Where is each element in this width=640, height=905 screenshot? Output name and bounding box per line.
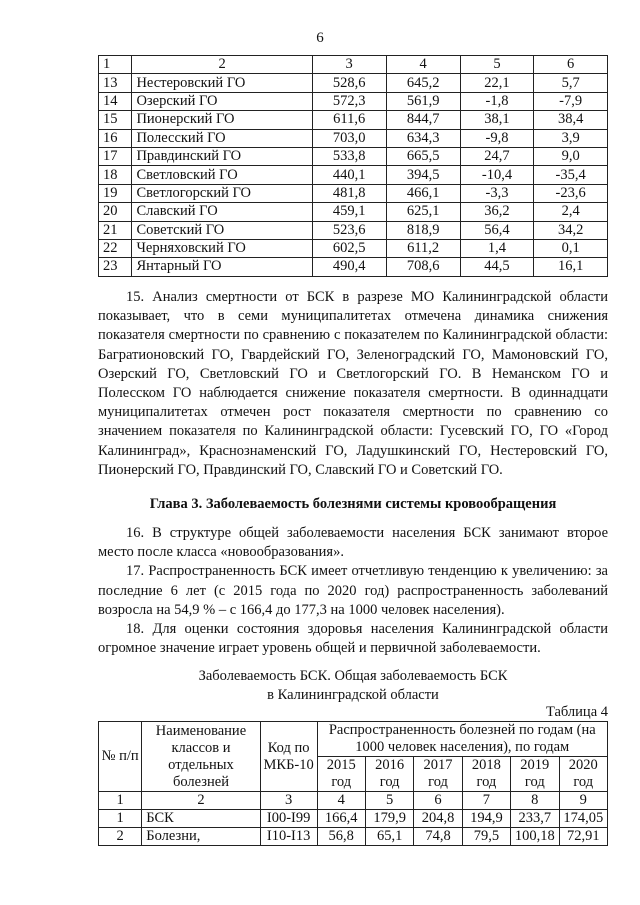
- table-header-row: [99, 56, 608, 74]
- value-cell: -1,8: [460, 92, 534, 110]
- paragraph-15-text: 15. Анализ смертности от БСК в разрезе МО Калининградской области показывает, что в семи муниципалитетах отмечена динамика снижения показателя смертности по сравнению с показателем по Калининградской области: Багратионовский ГО, Гвардейский ГО, Зеленоградский ГО, Мамоновский ГО, Озерский ГО, Светловский ГО и Светлогорский ГО. В Неманском ГО и Полесском ГО наблюдается снижение показателя смертности. В одиннадцати муниципалитетах отмечен рост показателя смертности по сравнению со значением показателя по Калининградской области: Гусевский ГО, ГО «Город Калининград», Краснознаменский ГО, Ладушкинский ГО, Нестеровский ГО, Пионерский ГО, Правдинский ГО, Славский ГО и Советский ГО.: [98, 289, 608, 478]
- value-cell: 561,9: [386, 92, 460, 110]
- morbidity-table: [98, 721, 608, 846]
- value-cell: -23,6: [534, 184, 608, 202]
- value-cell: 179,9: [365, 810, 413, 828]
- value-cell: 703,0: [312, 129, 386, 147]
- header-cell: 3: [312, 56, 386, 74]
- value-cell: 174,05: [559, 810, 608, 828]
- disease-name: Болезни,: [142, 828, 260, 846]
- value-cell: 1,4: [460, 239, 534, 257]
- column-number: 3: [260, 792, 317, 810]
- header-name: Наименование классов и отдельных болезней: [142, 722, 260, 792]
- row-number: 18: [99, 166, 132, 184]
- value-cell: 74,8: [414, 828, 462, 846]
- value-cell: 645,2: [386, 74, 460, 92]
- value-cell: 22,1: [460, 74, 534, 92]
- value-cell: 100,18: [511, 828, 559, 846]
- row-number: 23: [99, 258, 132, 276]
- value-cell: 16,1: [534, 258, 608, 276]
- value-cell: 611,2: [386, 239, 460, 257]
- table-row: [99, 92, 608, 110]
- column-number: 2: [142, 792, 260, 810]
- table-row: [99, 184, 608, 202]
- column-number: 1: [99, 792, 142, 810]
- value-cell: -9,8: [460, 129, 534, 147]
- value-cell: -10,4: [460, 166, 534, 184]
- value-cell: 440,1: [312, 166, 386, 184]
- header-code: Код по МКБ-10: [260, 722, 317, 792]
- municipality-name: Правдинский ГО: [132, 147, 312, 165]
- value-cell: 818,9: [386, 221, 460, 239]
- value-cell: 194,9: [462, 810, 510, 828]
- value-cell: 34,2: [534, 221, 608, 239]
- value-cell: 2,4: [534, 203, 608, 221]
- table-label: Таблица 4: [545, 704, 608, 720]
- row-number: 21: [99, 221, 132, 239]
- value-cell: -3,3: [460, 184, 534, 202]
- column-number: 5: [365, 792, 413, 810]
- value-cell: 528,6: [312, 74, 386, 92]
- value-cell: 708,6: [386, 258, 460, 276]
- value-cell: 481,8: [312, 184, 386, 202]
- header-cell: 2: [132, 56, 312, 74]
- row-number: 17: [99, 147, 132, 165]
- value-cell: 665,5: [386, 147, 460, 165]
- value-cell: 459,1: [312, 203, 386, 221]
- year-header: 2017 год: [414, 757, 462, 792]
- value-cell: -35,4: [534, 166, 608, 184]
- municipality-name: Светловский ГО: [132, 166, 312, 184]
- value-cell: 533,8: [312, 147, 386, 165]
- value-cell: 65,1: [365, 828, 413, 846]
- table-row: [99, 828, 608, 846]
- value-cell: 56,4: [460, 221, 534, 239]
- value-cell: 36,2: [460, 203, 534, 221]
- value-cell: 394,5: [386, 166, 460, 184]
- paragraph-15: [98, 288, 608, 480]
- caption-line-2: в Калининградской области: [267, 687, 439, 703]
- column-number: 4: [317, 792, 365, 810]
- table-row: [99, 810, 608, 828]
- row-number: 22: [99, 239, 132, 257]
- column-number: 7: [462, 792, 510, 810]
- row-number: 13: [99, 74, 132, 92]
- header-cell: 6: [534, 56, 608, 74]
- caption-line-1: Заболеваемость БСК. Общая заболеваемость БСК: [198, 668, 508, 684]
- value-cell: 611,6: [312, 111, 386, 129]
- value-cell: 204,8: [414, 810, 462, 828]
- value-cell: 233,7: [511, 810, 559, 828]
- value-cell: 466,1: [386, 184, 460, 202]
- header-cell: 1: [99, 56, 132, 74]
- column-number: 8: [511, 792, 559, 810]
- table-row: [99, 203, 608, 221]
- value-cell: 572,3: [312, 92, 386, 110]
- year-header: 2019 год: [511, 757, 559, 792]
- disease-name: БСК: [142, 810, 260, 828]
- year-header: 2015 год: [317, 757, 365, 792]
- value-cell: 2: [99, 828, 142, 846]
- value-cell: 634,3: [386, 129, 460, 147]
- table-row: [99, 239, 608, 257]
- value-cell: 166,4: [317, 810, 365, 828]
- paragraph-17: 17. Распространенность БСК имеет отчетливую тенденцию к увеличению: за последние 6 лет (с 2015 года по 2020 год) распространенность заболеваний возросла на 54,9 % – с 166,4 до 177,3 на 1000 человек населения).: [98, 563, 608, 618]
- row-number: 19: [99, 184, 132, 202]
- row-number: 15: [99, 111, 132, 129]
- paragraph-18: 18. Для оценки состояния здоровья населения Калининградской области огромное значение играет уровень общей и первичной заболеваемости.: [98, 621, 608, 657]
- value-cell: 24,7: [460, 147, 534, 165]
- header-cell: 4: [386, 56, 460, 74]
- value-cell: 38,4: [534, 111, 608, 129]
- header-prevalence: Распространенность болезней по годам (на 1000 человек населения), по годам: [317, 722, 607, 757]
- value-cell: 9,0: [534, 147, 608, 165]
- value-cell: 602,5: [312, 239, 386, 257]
- municipality-name: Янтарный ГО: [132, 258, 312, 276]
- table-row: [99, 129, 608, 147]
- table-row: [99, 221, 608, 239]
- table-row: [99, 111, 608, 129]
- year-header: 2018 год: [462, 757, 510, 792]
- row-number: 14: [99, 92, 132, 110]
- page-number: 6: [316, 30, 324, 46]
- value-cell: 0,1: [534, 239, 608, 257]
- mortality-table: [98, 55, 608, 277]
- chapter-title: Глава 3. Заболеваемость болезнями системы кровообращения: [149, 496, 557, 512]
- value-cell: 523,6: [312, 221, 386, 239]
- municipality-name: Советский ГО: [132, 221, 312, 239]
- column-number: 9: [559, 792, 608, 810]
- table-caption: [98, 667, 608, 705]
- municipality-name: Славский ГО: [132, 203, 312, 221]
- table-row: [99, 147, 608, 165]
- municipality-name: Нестеровский ГО: [132, 74, 312, 92]
- value-cell: 5,7: [534, 74, 608, 92]
- value-cell: 490,4: [312, 258, 386, 276]
- value-cell: I10-I13: [260, 828, 317, 846]
- value-cell: I00-I99: [260, 810, 317, 828]
- paragraphs-16-18: [98, 524, 608, 658]
- value-cell: 72,91: [559, 828, 608, 846]
- value-cell: 1: [99, 810, 142, 828]
- municipality-name: Светлогорский ГО: [132, 184, 312, 202]
- value-cell: 44,5: [460, 258, 534, 276]
- row-number: 20: [99, 203, 132, 221]
- column-numbers-row: [99, 792, 608, 810]
- table-row: [99, 166, 608, 184]
- municipality-name: Озерский ГО: [132, 92, 312, 110]
- value-cell: 844,7: [386, 111, 460, 129]
- value-cell: -7,9: [534, 92, 608, 110]
- year-header: 2020 год: [559, 757, 608, 792]
- table-row: [99, 258, 608, 276]
- table-row: [99, 74, 608, 92]
- value-cell: 38,1: [460, 111, 534, 129]
- value-cell: 625,1: [386, 203, 460, 221]
- header-cell: 5: [460, 56, 534, 74]
- municipality-name: Пионерский ГО: [132, 111, 312, 129]
- year-header: 2016 год: [365, 757, 413, 792]
- value-cell: 79,5: [462, 828, 510, 846]
- municipality-name: Полесский ГО: [132, 129, 312, 147]
- paragraph-16: 16. В структуре общей заболеваемости населения БСК занимают второе место после класса «новообразования».: [98, 525, 608, 561]
- header-num: № п/п: [99, 722, 142, 792]
- municipality-name: Черняховский ГО: [132, 239, 312, 257]
- row-number: 16: [99, 129, 132, 147]
- column-number: 6: [414, 792, 462, 810]
- value-cell: 3,9: [534, 129, 608, 147]
- value-cell: 56,8: [317, 828, 365, 846]
